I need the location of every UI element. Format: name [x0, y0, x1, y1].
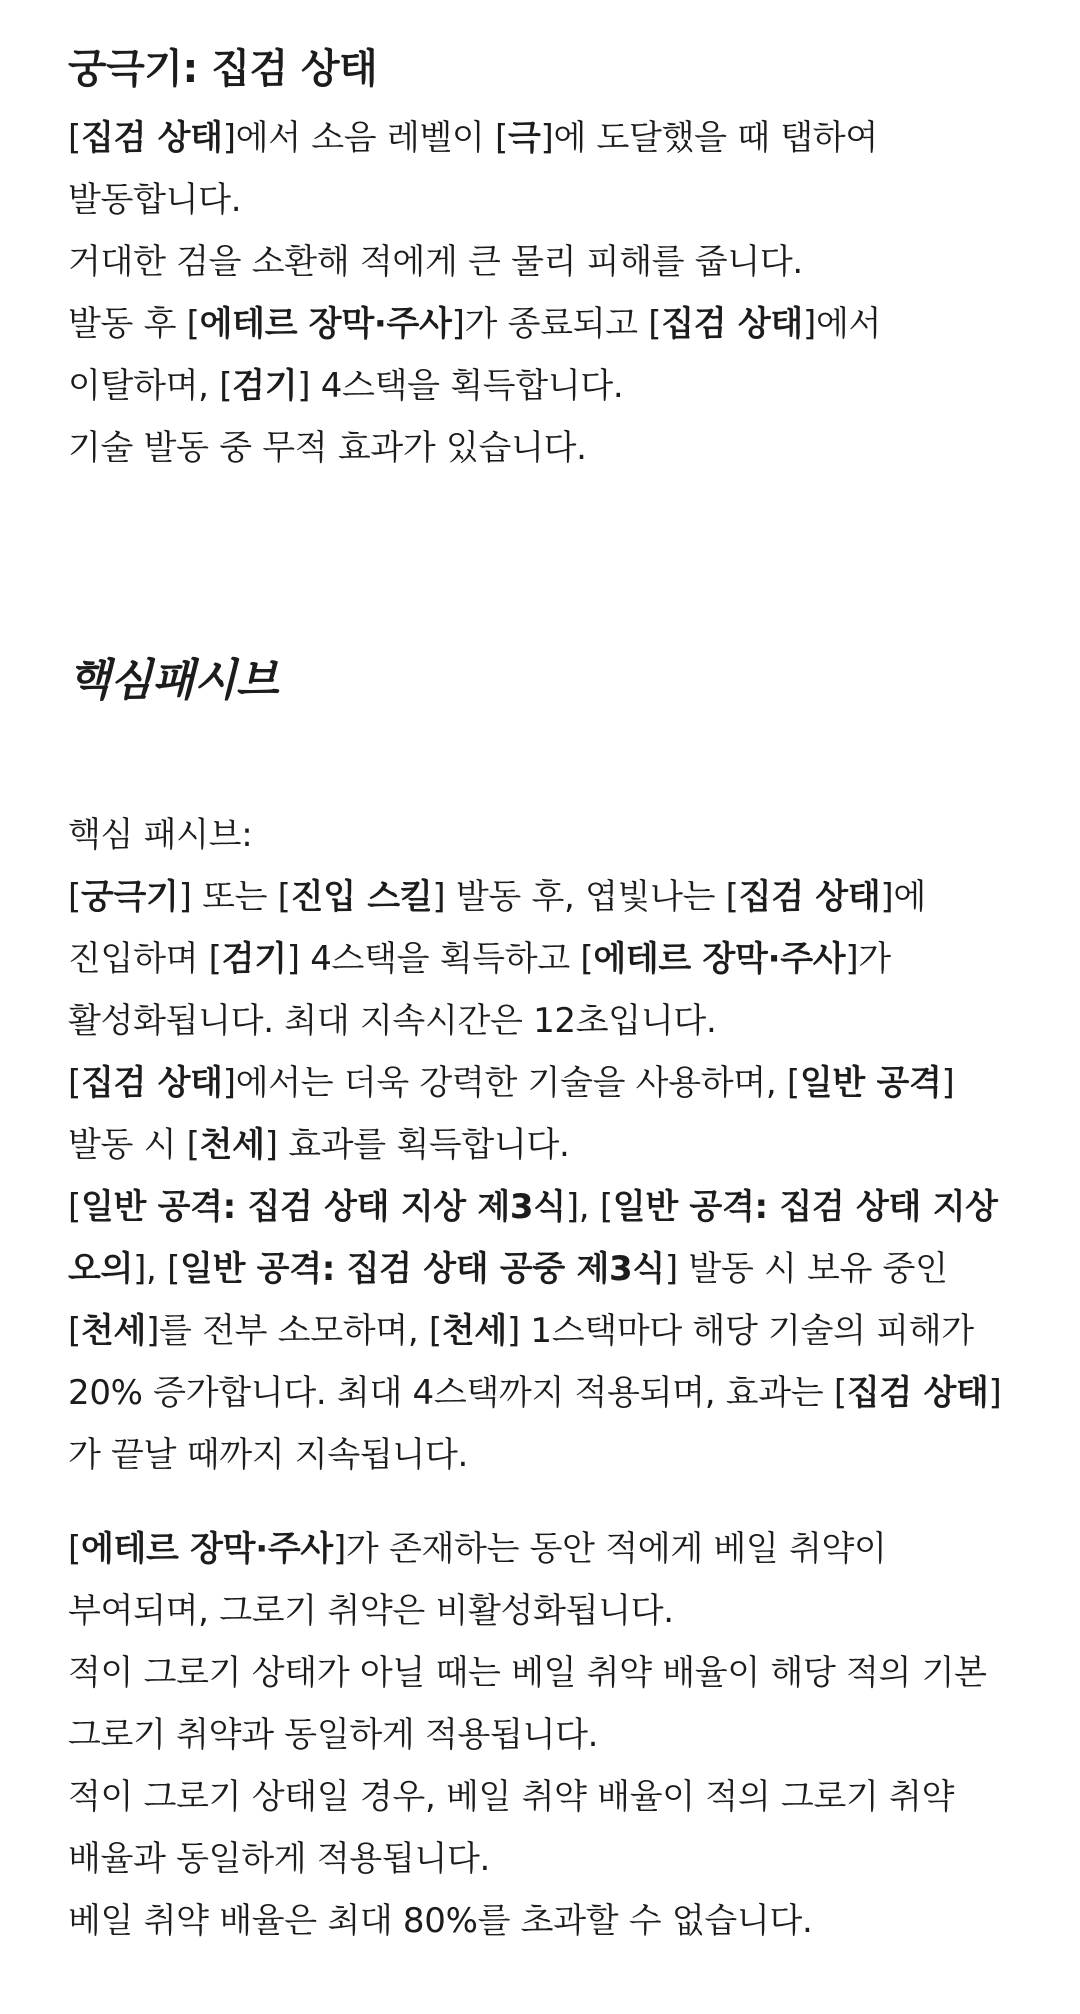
core-passive-heading: 핵심패시브 [68, 655, 279, 706]
bold-term: 검기 [221, 939, 287, 979]
text-run: 적이 그로기 상태일 경우, 베일 취약 배율이 적의 그로기 취약 배율과 동일하게 적용됩니다. [68, 1777, 955, 1879]
text-run: ]가 끝날 때까지 지속됩니다. [68, 1373, 1002, 1475]
core-passive-paragraph-4 [68, 1518, 1012, 1642]
text-run: ]가 활성화됩니다. 최대 지속시간은 12초입니다. [68, 939, 891, 1041]
text-run: ] 발동 시 [ [68, 1063, 955, 1165]
text-run: 발동 후 [ [68, 304, 200, 344]
text-run: ], [ [565, 1187, 613, 1227]
text-run: 거대한 검을 소환해 적에게 큰 물리 피해를 줍니다. [68, 242, 803, 282]
bold-term: 에테르 장막·주사 [199, 304, 452, 344]
bold-term: 일반 공격: 집검 상태 공중 제3식 [180, 1249, 665, 1289]
text-run: ] 발동 시 보유 중인 [ [68, 1249, 948, 1351]
bold-term: 일반 공격: 집검 상태 지상 제3식 [80, 1187, 566, 1227]
core-passive-paragraph-6 [68, 1766, 1012, 1890]
text-run: 베일 취약 배율은 최대 80%를 초과할 수 없습니다. [68, 1901, 813, 1941]
core-passive-paragraph-5 [68, 1642, 1012, 1766]
bold-term: 에테르 장막·주사 [80, 1529, 333, 1569]
ultimate-heading: 궁극기: 집검 상태 [68, 46, 378, 92]
ultimate-paragraph-2 [68, 231, 1012, 293]
text-run: ]가 종료되고 [ [451, 304, 662, 344]
text-run: [ [68, 877, 81, 917]
ultimate-paragraph-4 [68, 417, 1012, 479]
text-run: 적이 그로기 상태가 아닐 때는 베일 취약 배율이 해당 적의 기본 그로기 취약과 동일하게 적용됩니다. [68, 1653, 987, 1755]
text-run: [ [68, 1063, 81, 1103]
text-run: 핵심 패시브: [68, 815, 253, 855]
bold-term: 궁극기 [80, 877, 179, 917]
bold-term: 진입 스킬 [290, 877, 433, 917]
text-run: ]에서 소음 레벨이 [ [222, 118, 508, 158]
bold-term: 극 [507, 118, 541, 158]
bold-term: 집검 상태 [80, 118, 223, 158]
core-passive-paragraph-3 [68, 1176, 1012, 1486]
bold-term: 집검 상태 [661, 304, 803, 344]
text-run: [ [68, 118, 81, 158]
text-run: ] 4스택을 획득합니다. [297, 366, 624, 406]
core-passive-paragraph-2 [68, 1052, 1012, 1176]
ultimate-paragraph-3 [68, 293, 1012, 417]
text-run: ]에서는 더욱 강력한 기술을 사용하며, [ [222, 1063, 800, 1103]
text-run: ], [ [133, 1249, 181, 1289]
text-run: ]에 진입하며 [ [68, 877, 926, 979]
bold-term: 집검 상태 [846, 1373, 989, 1413]
bold-term: 천세 [441, 1311, 507, 1351]
bold-term: 에테르 장막·주사 [593, 939, 846, 979]
bold-term: 일반 공격: 집검 상태 지상 오의 [68, 1187, 998, 1289]
text-run: 기술 발동 중 무적 효과가 있습니다. [68, 428, 587, 468]
bold-term: 집검 상태 [80, 1063, 223, 1103]
text-run: ] 1스택마다 해당 기술의 피해가 20% 증가합니다. 최대 4스택까지 적용되며, 효과는 [ [68, 1311, 974, 1413]
text-run: ]에서 이탈하며, [ [68, 304, 882, 406]
text-run: ] 4스택을 획득하고 [ [286, 939, 594, 979]
text-run: [ [68, 1187, 81, 1227]
text-run: ] 효과를 획득합니다. [264, 1125, 570, 1165]
text-run: ]가 존재하는 동안 적에게 베일 취약이 부여되며, 그로기 취약은 비활성화됩니다. [68, 1529, 887, 1631]
text-run: ]에 도달했을 때 탭하여 발동합니다. [68, 118, 878, 220]
core-passive-label [68, 804, 1012, 866]
text-run: [ [68, 1529, 81, 1569]
core-passive-paragraph-1 [68, 866, 1012, 1052]
core-passive-paragraph-7 [68, 1890, 1012, 1952]
bold-term: 천세 [80, 1311, 147, 1351]
text-run: ] 발동 후, 엽빛나는 [ [432, 877, 739, 917]
bold-term: 검기 [232, 366, 298, 406]
ultimate-paragraph-1 [68, 107, 1012, 231]
bold-term: 일반 공격 [799, 1063, 942, 1103]
text-run: ]를 전부 소모하며, [ [146, 1311, 442, 1351]
bold-term: 천세 [199, 1125, 265, 1165]
text-run: ] 또는 [ [178, 877, 291, 917]
bold-term: 집검 상태 [738, 877, 881, 917]
